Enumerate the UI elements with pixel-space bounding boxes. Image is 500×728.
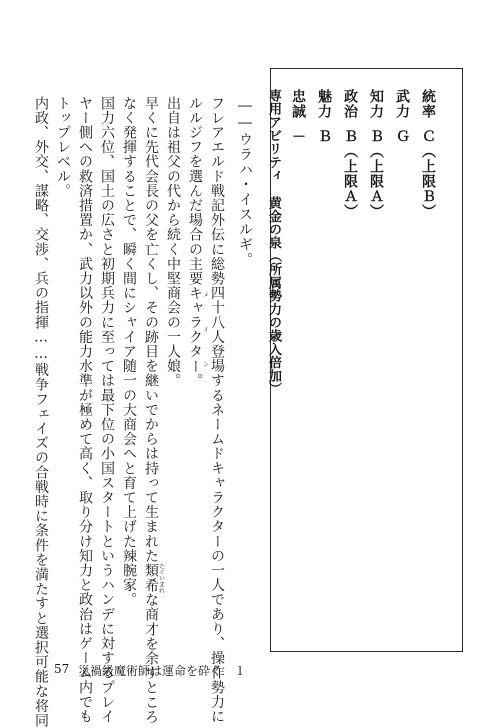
stat-value: Ｇ <box>394 129 410 144</box>
stat-tosotsu <box>421 89 435 219</box>
stat-value: Ｂ（上限Ａ） <box>368 129 384 219</box>
stat-value: Ｃ（上限Ｂ） <box>420 129 436 219</box>
page-number: 57 <box>54 662 70 676</box>
body-line: フレアエルド戦記外伝に総勢四十八人登場するネームドキャラクターの一人であり、操作勢力に <box>209 96 225 724</box>
ruby-text: たぐいまれ <box>157 563 165 594</box>
book-title-footer: 災禍級魔術師は運命を砕く １ <box>78 664 247 678</box>
stat-label: 専用アビリティ <box>266 89 281 183</box>
stat-label: 統率 <box>420 89 436 119</box>
ruby-annotation <box>143 563 165 594</box>
body-line: 出自は祖父の代から続く中堅商会の一人娘。 <box>165 96 181 388</box>
ruby-annotation <box>187 285 209 374</box>
ruby-text: メイン <box>201 285 209 374</box>
line-part: ルルジフを選んだ場合の主要 <box>187 96 203 286</box>
body-line: ヤー側への救済措置か、武力以外の能力水準が極めて高く、取り分け知力と政治はゲーム内でも <box>77 96 93 724</box>
ruby-base: 類希 <box>143 563 159 593</box>
stat-label: 忠誠 <box>290 89 306 119</box>
stat-label: 魅力 <box>316 89 332 119</box>
stat-value: Ｂ（上限Ａ） <box>342 129 358 219</box>
body-line <box>144 96 164 724</box>
stat-ability <box>267 89 280 396</box>
line-part: 。 <box>187 373 203 389</box>
stat-miryoku <box>317 89 331 144</box>
stat-label: 政治 <box>342 89 358 119</box>
body-line <box>188 96 208 388</box>
stat-label: 知力 <box>368 89 384 119</box>
body-line: トップレベル。 <box>55 96 71 199</box>
stat-value: 黄金の泉（所属勢力の歳入倍加） <box>266 196 281 396</box>
stat-label: 武力 <box>394 89 410 119</box>
character-name-line: ――ウラハ・イスルギ。 <box>237 98 253 267</box>
stat-buryoku <box>395 89 409 144</box>
stat-chusei <box>291 89 305 144</box>
line-part: な商才を余すところ <box>143 592 159 725</box>
body-line: なく発揮することで、瞬く間にシャイア随一の大商会へと育て上げた辣腕家。 <box>121 96 137 607</box>
character-stats-box <box>266 68 463 652</box>
stat-seiji <box>343 89 357 219</box>
ruby-base: キャラクター <box>187 285 203 374</box>
stat-chiryoku <box>369 89 383 219</box>
body-line: 国力六位、国土の広さと初期兵力に至っては最下位の小国スタートというハンデに対するプレイ <box>99 96 115 724</box>
body-line: 内政、外交、謀略、交渉、兵の指揮……戦争フェイズの合戦時に条件を満たすと選択可能な将同 <box>33 96 49 728</box>
line-part: 早くに先代会長の父を亡くし、その跡目を継いでからは持って生まれた <box>143 96 159 564</box>
stat-value: Ｂ <box>316 129 332 144</box>
stat-value: － <box>290 129 306 144</box>
